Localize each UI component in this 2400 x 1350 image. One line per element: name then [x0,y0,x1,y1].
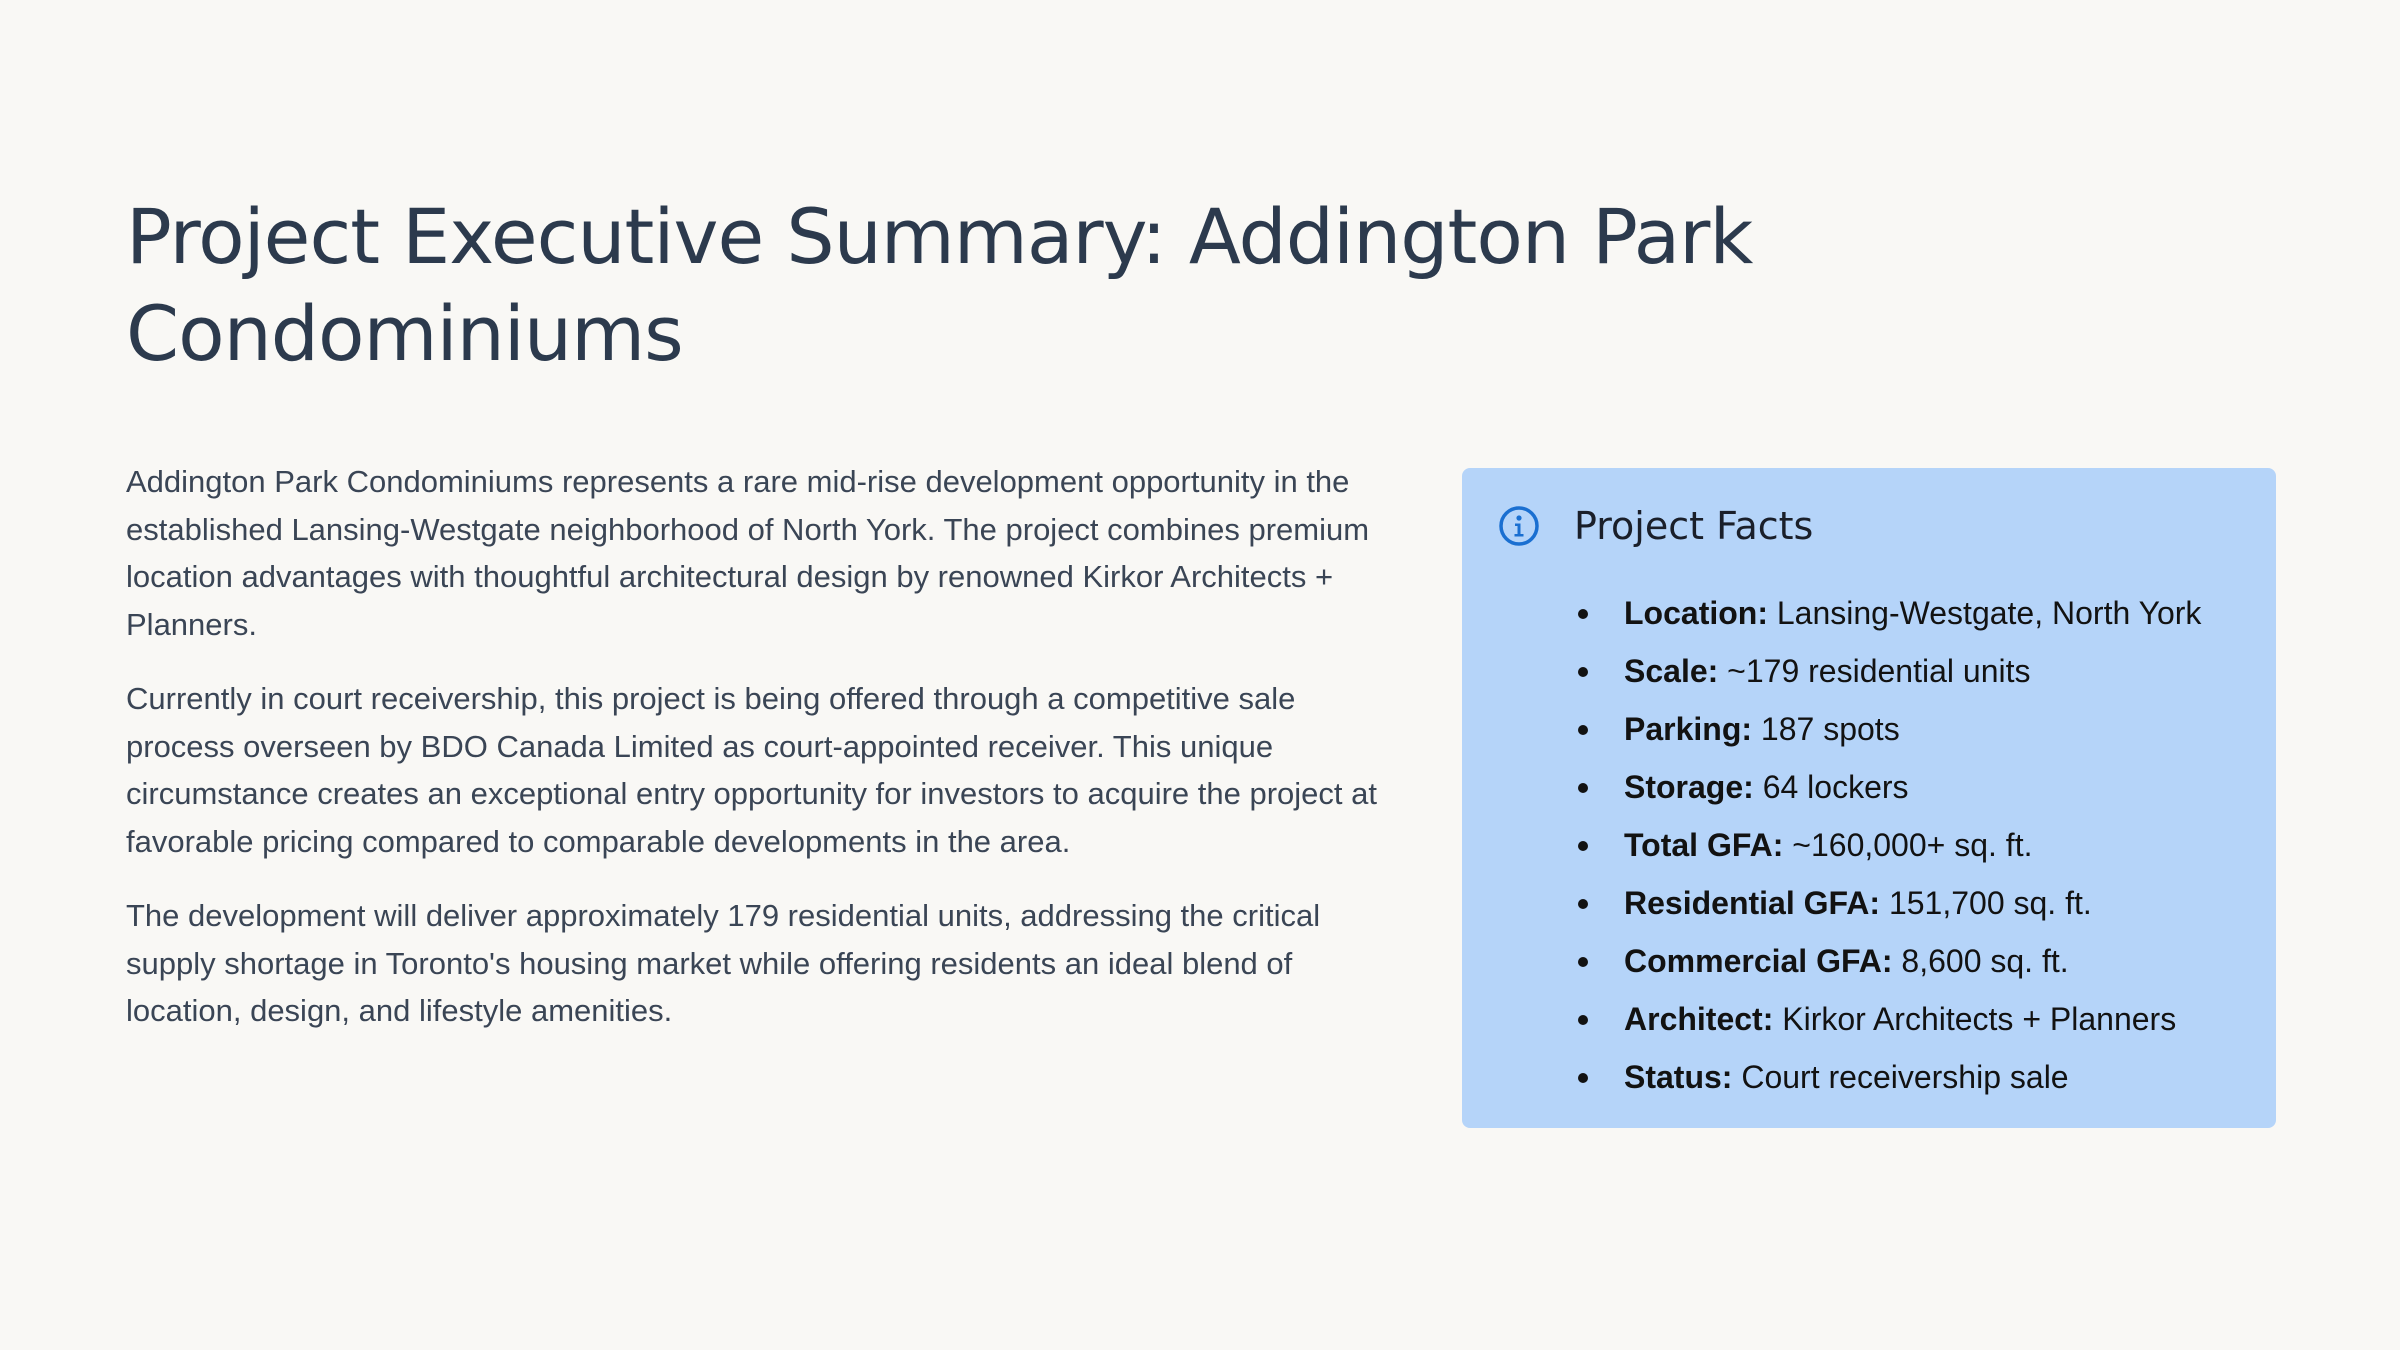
fact-label: Commercial GFA: [1624,943,1893,979]
summary-paragraph: Currently in court receivership, this project is being offered through a competitive sale process overseen by BDO Canada Limited as court-appointed receiver. This unique circumstance creates an exceptional entry opportunity for investors to acquire the project at favorable pricing compared to comparable developments in the area. [126,681,1377,859]
project-facts-list [1574,584,2201,1106]
fact-label: Storage: [1624,769,1754,805]
fact-value: 151,700 sq. ft. [1888,885,2092,921]
fact-label: Parking: [1624,711,1753,747]
fact-value: Kirkor Architects + Planners [1782,1001,2177,1037]
project-facts-header [1498,504,1813,548]
page-title: Project Executive Summary: Addington Park Condominiums [126,192,1753,378]
fact-label: Location: [1624,595,1768,631]
fact-label: Residential GFA: [1624,885,1881,921]
fact-item-location [1574,584,2201,642]
fact-item-storage [1574,758,2201,816]
fact-item-architect [1574,990,2201,1048]
fact-label: Architect: [1624,1001,1774,1037]
fact-item-status [1574,1048,2201,1106]
fact-value: Lansing-Westgate, North York [1776,595,2202,631]
fact-label: Status: [1624,1059,1733,1095]
fact-value: Court receivership sale [1741,1059,2069,1095]
summary-text [126,458,1388,1062]
project-facts-panel [1462,468,2276,1128]
fact-value: 8,600 sq. ft. [1901,943,2069,979]
fact-item-total-gfa [1574,816,2201,874]
info-icon [1498,505,1540,547]
project-facts-title: Project Facts [1574,504,1814,548]
fact-item-residential-gfa [1574,874,2201,932]
fact-label: Total GFA: [1624,827,1784,863]
fact-item-parking [1574,700,2201,758]
fact-item-commercial-gfa [1574,932,2201,990]
fact-item-scale [1574,642,2201,700]
fact-value: ~160,000+ sq. ft. [1792,827,2033,863]
fact-value: 187 spots [1760,711,1900,747]
fact-label: Scale: [1624,653,1719,689]
fact-value: ~179 residential units [1727,653,2031,689]
summary-paragraph: Addington Park Condominiums represents a rare mid-rise development opportunity in the established Lansing-Westgate neighborhood of North York. The project combines premium location advantages with thoughtful architectural design by renowned Kirkor Architects + Planners. [126,464,1370,642]
summary-paragraph: The development will deliver approximately 179 residential units, addressing the critical supply shortage in Toronto's housing market while offering residents an ideal blend of location, design, and lifestyle amenities. [126,898,1321,1028]
fact-value: 64 lockers [1762,769,1909,805]
